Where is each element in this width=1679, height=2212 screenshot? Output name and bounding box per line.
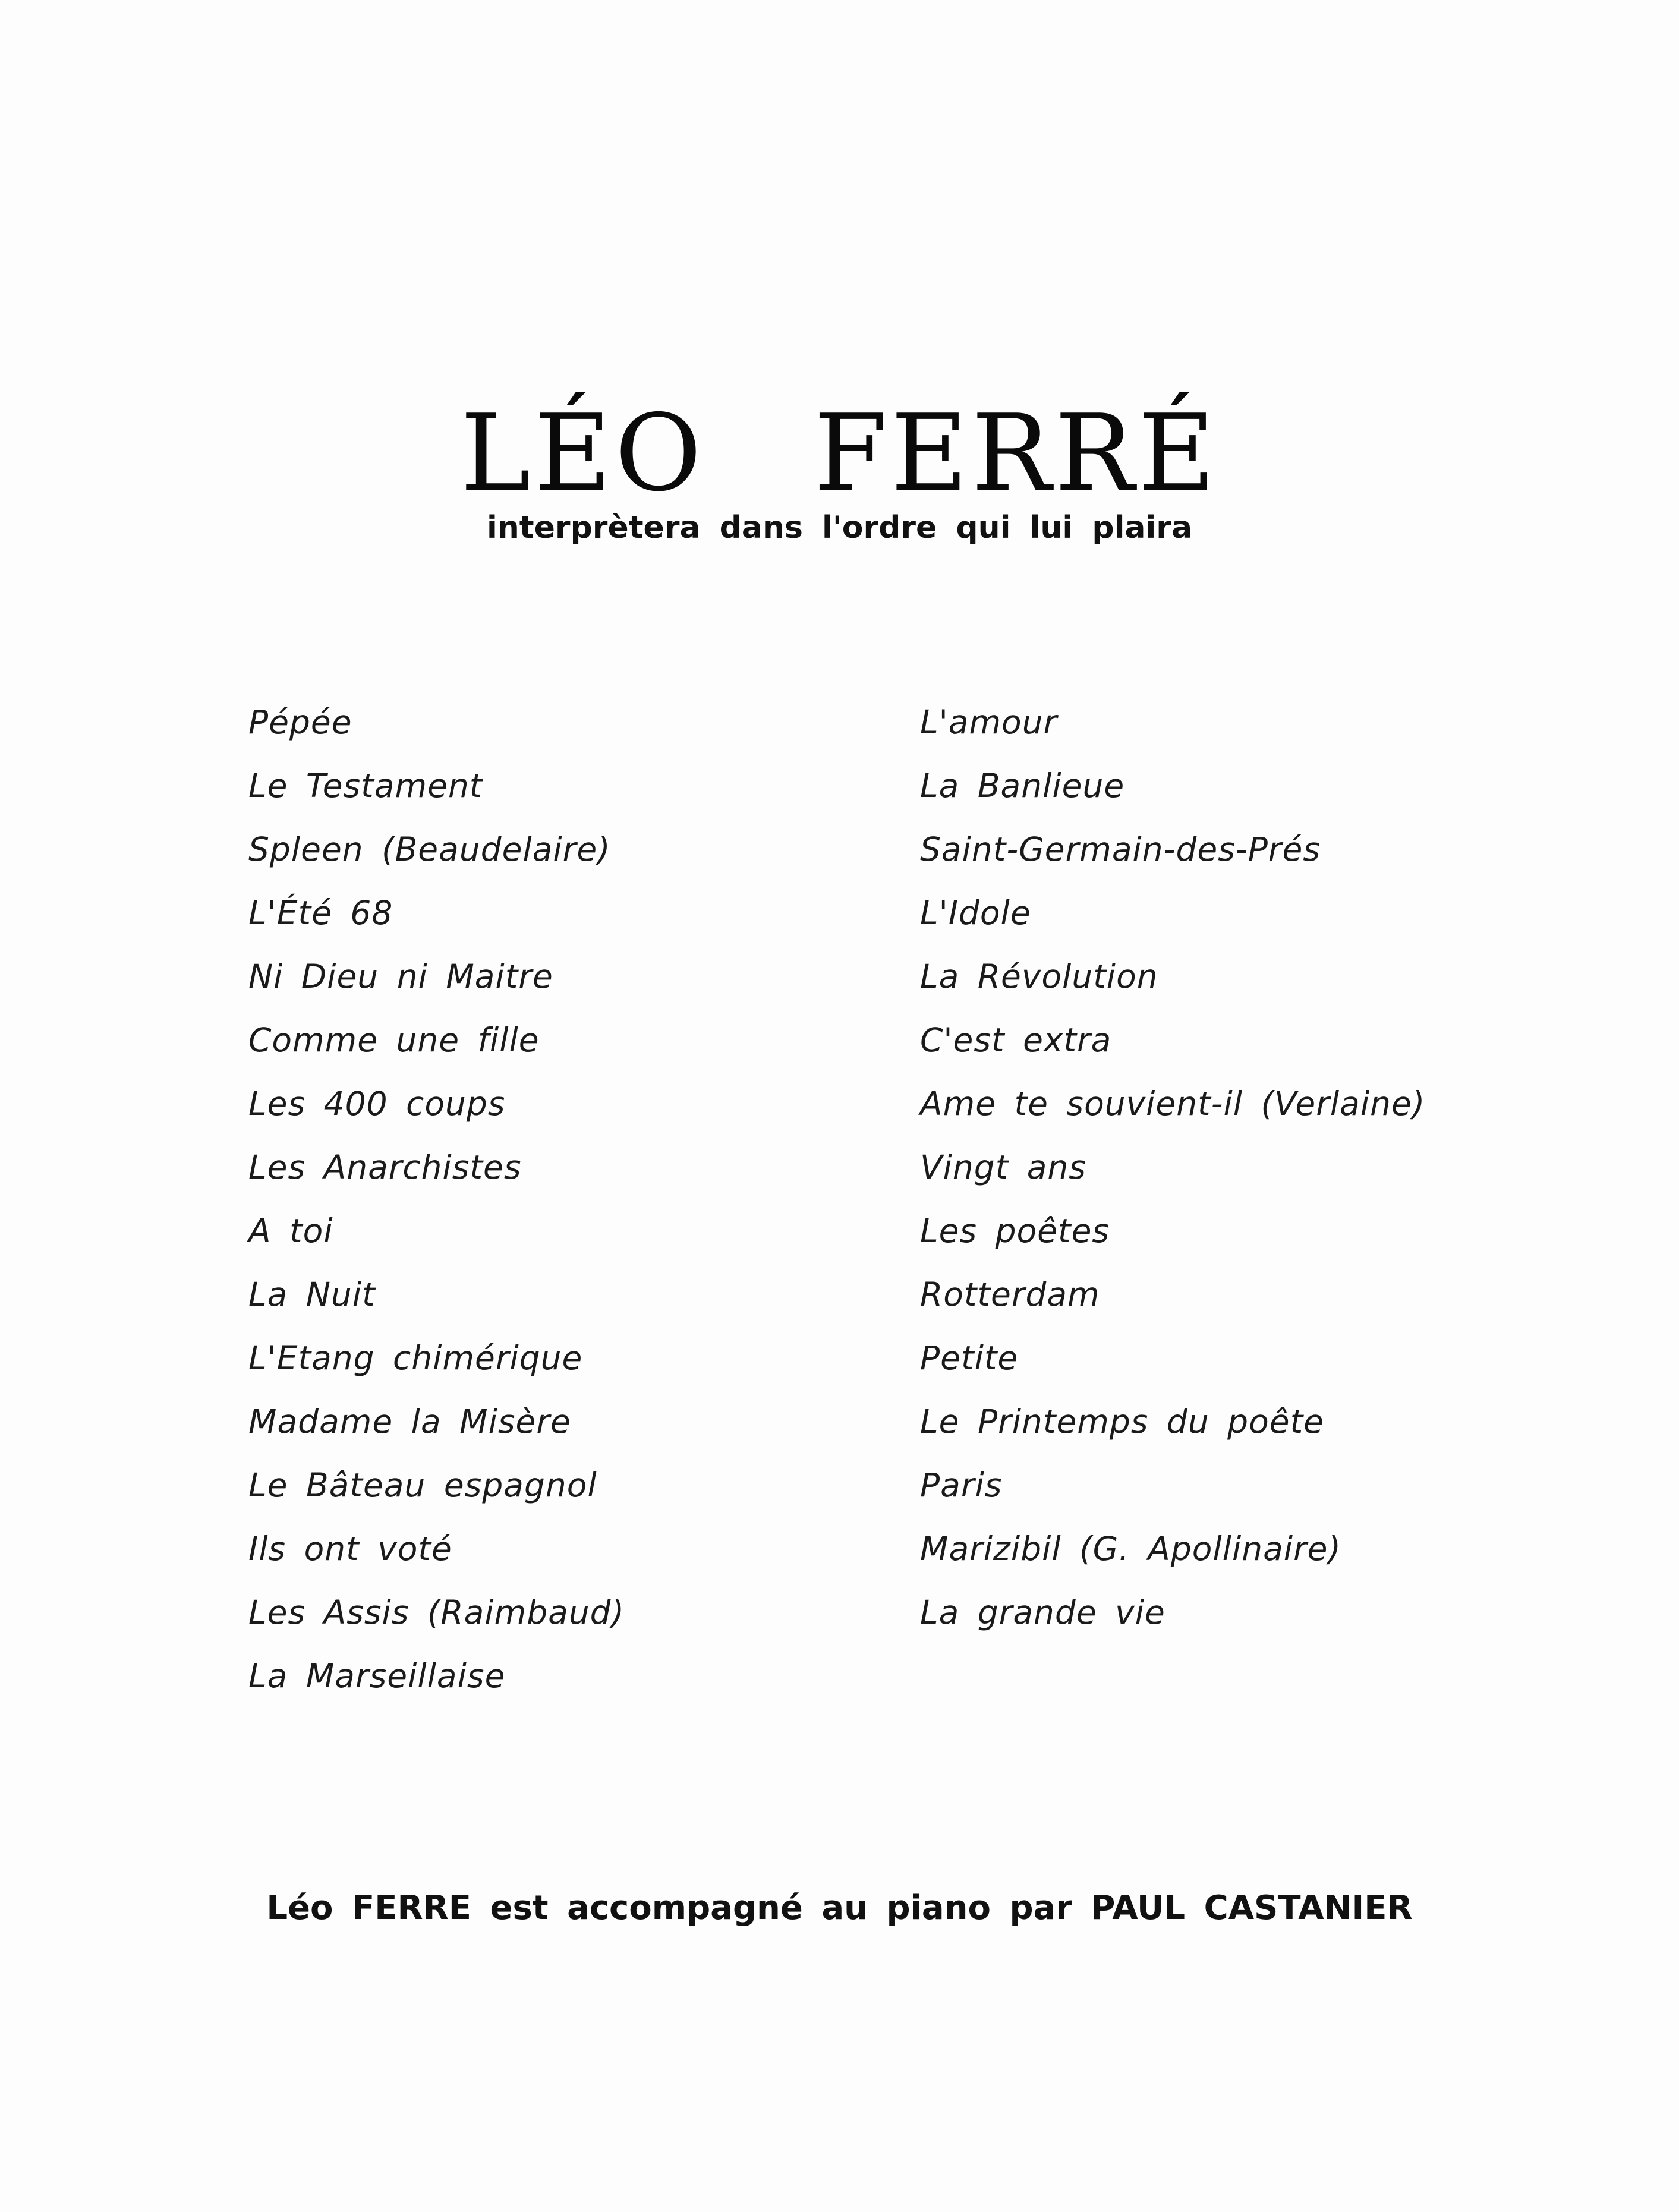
song-item: Petite bbox=[920, 1339, 1019, 1377]
song-item: C'est extra bbox=[920, 1021, 1112, 1059]
song-item: La Nuit bbox=[248, 1275, 376, 1313]
song-item: Les Assis (Raimbaud) bbox=[248, 1593, 625, 1631]
song-item: Le Printemps du poête bbox=[920, 1403, 1324, 1441]
song-item: La Marseillaise bbox=[248, 1657, 506, 1695]
page-title: LÉO FERRÉ bbox=[460, 392, 1219, 515]
subtitle: interprètera dans l'ordre qui lui plaira bbox=[486, 510, 1193, 546]
song-item: La grande vie bbox=[920, 1593, 1165, 1631]
song-item: Rotterdam bbox=[920, 1275, 1100, 1313]
song-list-left bbox=[248, 698, 625, 1716]
song-item: Les poêtes bbox=[920, 1212, 1110, 1250]
song-item: Le Bâteau espagnol bbox=[248, 1466, 597, 1504]
song-item: Ni Dieu ni Maitre bbox=[248, 957, 553, 995]
song-item: Vingt ans bbox=[920, 1148, 1086, 1186]
song-list-right bbox=[920, 698, 1425, 1652]
song-item: Spleen (Beaudelaire) bbox=[248, 830, 611, 868]
song-item: Madame la Misère bbox=[248, 1403, 571, 1441]
song-item: La Révolution bbox=[920, 957, 1158, 995]
song-item: L'Idole bbox=[920, 894, 1031, 932]
song-item: L'amour bbox=[920, 703, 1058, 741]
song-item: L'Été 68 bbox=[248, 894, 393, 932]
song-item: A toi bbox=[248, 1212, 333, 1250]
song-item: Paris bbox=[920, 1466, 1003, 1504]
song-item: Les Anarchistes bbox=[248, 1148, 522, 1186]
song-item: Le Testament bbox=[248, 767, 483, 805]
song-item: Marizibil (G. Apollinaire) bbox=[920, 1530, 1341, 1568]
song-item: Comme une fille bbox=[248, 1021, 540, 1059]
song-item: L'Etang chimérique bbox=[248, 1339, 583, 1377]
song-item: Ame te souvient-il (Verlaine) bbox=[920, 1085, 1426, 1123]
accompaniment-credit: Léo FERRE est accompagné au piano par PAUL CASTANIER bbox=[266, 1889, 1413, 1927]
song-item: Saint-Germain-des-Prés bbox=[920, 830, 1321, 868]
song-item: Pépée bbox=[248, 703, 352, 741]
song-item: Ils ont voté bbox=[248, 1530, 452, 1568]
song-item: La Banlieue bbox=[920, 767, 1125, 805]
song-item: Les 400 coups bbox=[248, 1085, 506, 1123]
